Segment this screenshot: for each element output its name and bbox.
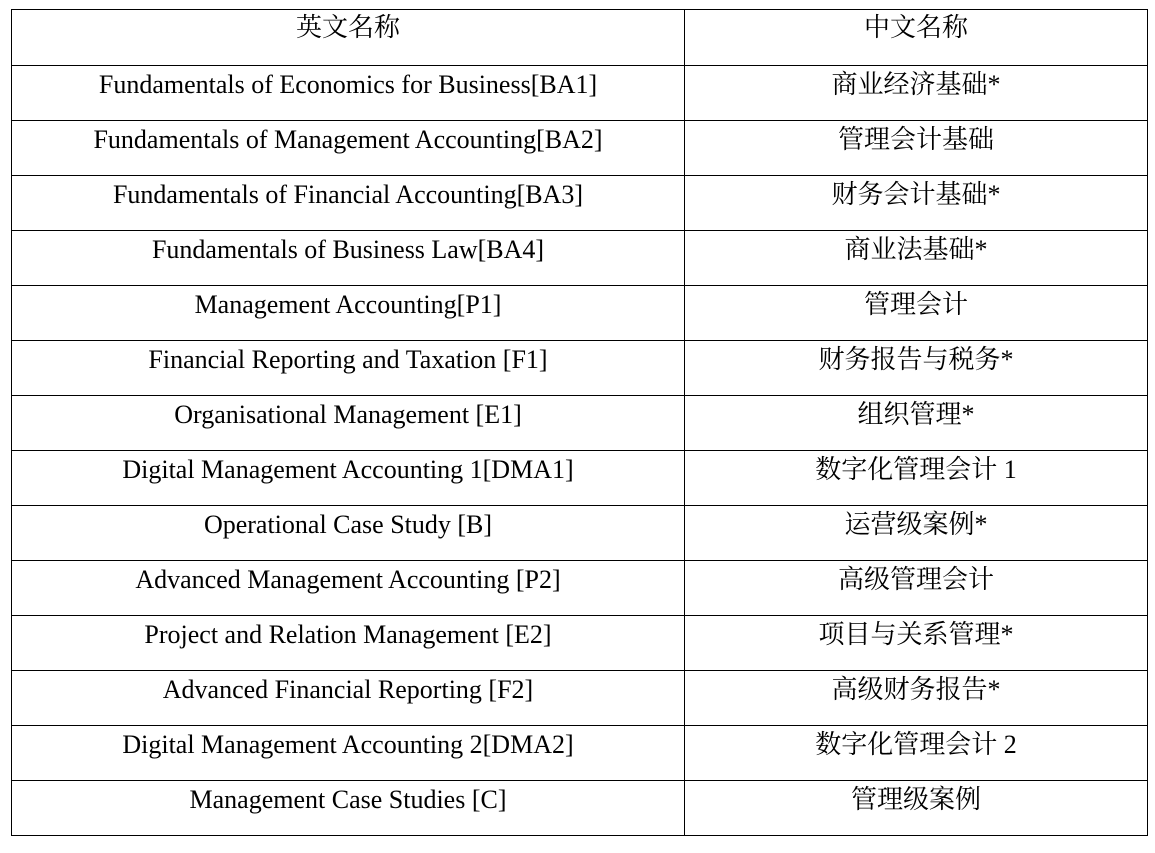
table-row [12, 176, 1148, 231]
course-name-table [11, 9, 1148, 836]
course-chinese-name: 商业法基础* [685, 231, 1148, 286]
course-chinese-name: 数字化管理会计 2 [685, 726, 1148, 781]
table-row [12, 66, 1148, 121]
course-english-name: Digital Management Accounting 1[DMA1] [12, 451, 685, 506]
course-chinese-name: 财务会计基础* [685, 176, 1148, 231]
course-chinese-name: 管理会计 [685, 286, 1148, 341]
header-chinese-name: 中文名称 [685, 10, 1148, 66]
table-row [12, 121, 1148, 176]
table-row [12, 286, 1148, 341]
course-english-name: Operational Case Study [B] [12, 506, 685, 561]
table-row [12, 561, 1148, 616]
course-english-name: Management Accounting[P1] [12, 286, 685, 341]
table-row [12, 506, 1148, 561]
table-row [12, 781, 1148, 836]
course-chinese-name: 管理级案例 [685, 781, 1148, 836]
course-english-name: Fundamentals of Management Accounting[BA2] [12, 121, 685, 176]
course-chinese-name: 数字化管理会计 1 [685, 451, 1148, 506]
course-english-name: Digital Management Accounting 2[DMA2] [12, 726, 685, 781]
course-chinese-name: 高级管理会计 [685, 561, 1148, 616]
course-chinese-name: 运营级案例* [685, 506, 1148, 561]
course-chinese-name: 项目与关系管理* [685, 616, 1148, 671]
course-chinese-name: 财务报告与税务* [685, 341, 1148, 396]
table-body [12, 66, 1148, 836]
course-english-name: Advanced Management Accounting [P2] [12, 561, 685, 616]
header-english-name: 英文名称 [12, 10, 685, 66]
course-chinese-name: 管理会计基础 [685, 121, 1148, 176]
course-english-name: Financial Reporting and Taxation [F1] [12, 341, 685, 396]
table-header-row [12, 10, 1148, 66]
table-row [12, 396, 1148, 451]
course-english-name: Management Case Studies [C] [12, 781, 685, 836]
course-english-name: Project and Relation Management [E2] [12, 616, 685, 671]
table-row [12, 616, 1148, 671]
course-english-name: Advanced Financial Reporting [F2] [12, 671, 685, 726]
course-english-name: Fundamentals of Economics for Business[BA1] [12, 66, 685, 121]
table-row [12, 341, 1148, 396]
course-english-name: Organisational Management [E1] [12, 396, 685, 451]
course-chinese-name: 组织管理* [685, 396, 1148, 451]
course-chinese-name: 商业经济基础* [685, 66, 1148, 121]
course-english-name: Fundamentals of Business Law[BA4] [12, 231, 685, 286]
table-row [12, 231, 1148, 286]
table-row [12, 451, 1148, 506]
table-row [12, 726, 1148, 781]
course-chinese-name: 高级财务报告* [685, 671, 1148, 726]
course-english-name: Fundamentals of Financial Accounting[BA3] [12, 176, 685, 231]
table-row [12, 671, 1148, 726]
